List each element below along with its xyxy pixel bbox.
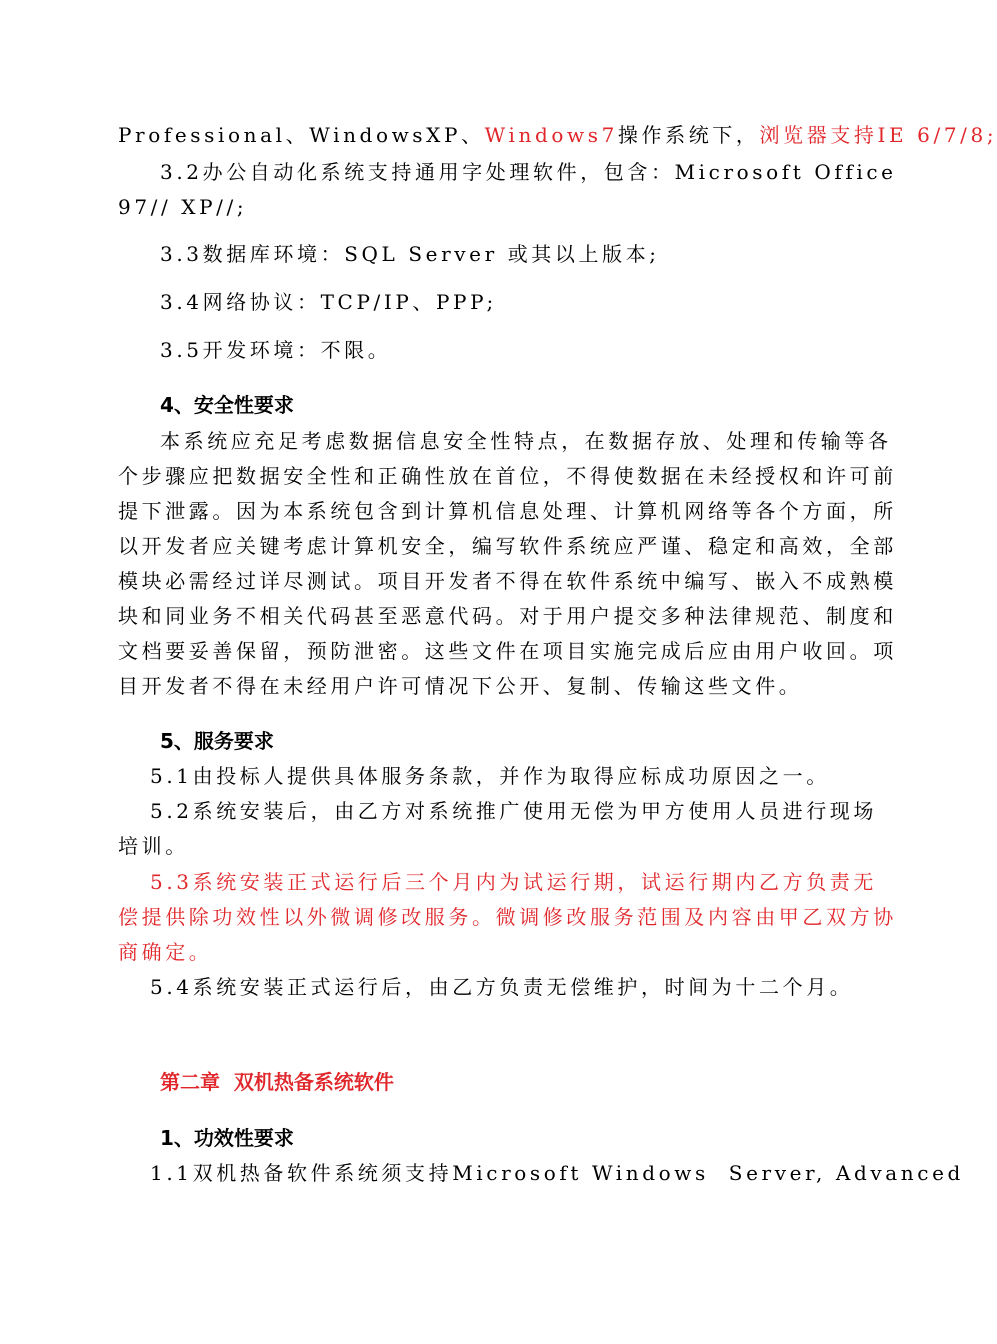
clause-1-1: 1.1双机热备软件系统须支持Microsoft Windows Server, Advanced xyxy=(150,1161,964,1185)
security-paragraph-line: 文档要妥善保留，预防泄密。这些文件在项目实施完成后应由用户收回。项 xyxy=(118,639,897,663)
clause-3-2-line1: 3.2办公自动化系统支持通用字处理软件，包含：Microsoft Office xyxy=(160,160,897,184)
os-support-line xyxy=(118,120,997,150)
function-heading: 1、功效性要求 xyxy=(160,1126,294,1150)
os-list-text: Professional、WindowsXP、 xyxy=(118,123,485,147)
security-paragraph-line: 目开发者不得在未经用户许可情况下公开、复制、传输这些文件。 xyxy=(118,674,803,698)
clause-3-4: 3.4网络协议：TCP/IP、PPP; xyxy=(160,290,497,314)
security-paragraph-line: 个步骤应把数据安全性和正确性放在首位，不得使数据在未经授权和许可前 xyxy=(118,464,897,488)
clause-5-3-line2: 偿提供除功效性以外微调修改服务。微调修改服务范围及内容由甲乙双方协 xyxy=(118,905,897,929)
clause-5-2-line2: 培训。 xyxy=(118,834,189,858)
service-heading: 5、服务要求 xyxy=(160,729,274,753)
security-paragraph-line: 以开发者应关键考虑计算机安全，编写软件系统应严谨、稳定和高效，全部 xyxy=(118,534,897,558)
clause-5-3-line1: 5.3系统安装正式运行后三个月内为试运行期，试运行期内乙方负责无 xyxy=(150,870,878,894)
browser-support-highlight: 浏览器支持IE 6/7/8; xyxy=(759,123,997,147)
security-heading: 4、安全性要求 xyxy=(160,393,294,417)
clause-5-2-line1: 5.2系统安装后，由乙方对系统推广使用无偿为甲方使用人员进行现场 xyxy=(150,799,878,823)
clause-3-3: 3.3数据库环境：SQL Server 或其以上版本; xyxy=(160,242,660,266)
clause-3-5: 3.5开发环境：不限。 xyxy=(160,338,392,362)
clause-5-3-line3: 商确定。 xyxy=(118,940,213,964)
security-paragraph-line: 模块必需经过详尽测试。项目开发者不得在软件系统中编写、嵌入不成熟模 xyxy=(118,569,897,593)
os-suffix-text: 操作系统下， xyxy=(617,123,760,147)
clause-3-2-line2: 97// XP//; xyxy=(118,195,248,219)
security-paragraph-line: 块和同业务不相关代码甚至恶意代码。对于用户提交多种法律规范、制度和 xyxy=(118,604,897,628)
security-paragraph-line: 本系统应充足考虑数据信息安全性特点，在数据存放、处理和传输等各 xyxy=(160,429,892,453)
chapter-2-title: 第二章 双机热备系统软件 xyxy=(160,1070,394,1094)
os-windows7-highlight: Windows7 xyxy=(484,123,618,147)
clause-5-1: 5.1由投标人提供具体服务条款，并作为取得应标成功原因之一。 xyxy=(150,764,830,788)
security-paragraph-line: 提下泄露。因为本系统包含到计算机信息处理、计算机网络等各个方面，所 xyxy=(118,499,897,523)
clause-5-4: 5.4系统安装正式运行后，由乙方负责无偿维护，时间为十二个月。 xyxy=(150,975,854,999)
